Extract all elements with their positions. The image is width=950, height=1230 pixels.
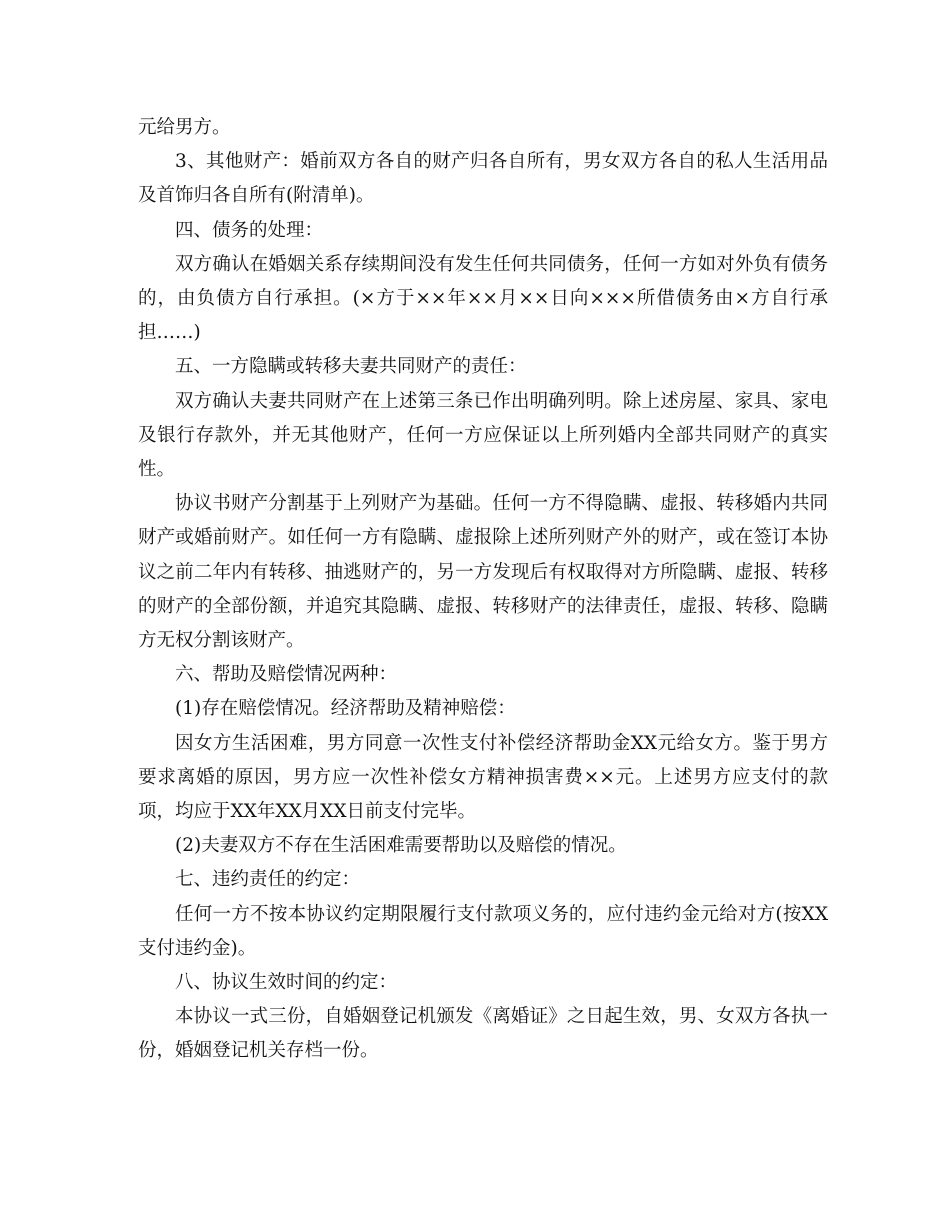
document-body (138, 111, 828, 1069)
subheading-no-compensation: (2)夫妻双方不存在生活困难需要帮助以及赔偿的情况。 (175, 835, 627, 857)
paragraph-continuation: 元给男方。 (138, 117, 231, 138)
paragraph-property-division-basis: 协议书财产分割基于上列财产为基础。任何一方不得隐瞒、虚报、转移婚内共同财产或婚前财产。如任何一方有隐瞒、虚报除上述所列财产外的财产，或在签订本协议之前二年内有转移、抽逃财产的，另一方发现后有权取得对方所隐瞒、虚报、转移的财产的全部份额，并追究其隐瞒、虚报、转移财产的法律责任，虚报、转移、隐瞒方无权分割该财产。 (138, 493, 828, 652)
heading-effective-date: 八、协议生效时间的约定： (175, 972, 398, 994)
heading-breach-liability: 七、违约责任的约定： (175, 869, 361, 891)
paragraph-debt-confirmation: 双方确认在婚姻关系存续期间没有发生任何共同债务，任何一方如对外负有债务的，由负债方自行承担。(×方于××年××月××日向×××所借债务由×方自行承担……) (138, 253, 828, 344)
paragraph-effective-date-details: 本协议一式三份，自婚姻登记机颁发《离婚证》之日起生效，男、女双方各执一份，婚姻登记机关存档一份。 (138, 1006, 828, 1062)
heading-assistance-compensation: 六、帮助及赔偿情况两种： (175, 664, 398, 686)
heading-debt-handling: 四、债务的处理： (175, 219, 324, 241)
subheading-compensation-exists: (1)存在赔偿情况。经济帮助及精神赔偿： (175, 698, 516, 720)
paragraph-other-property: 3、其他财产：婚前双方各自的财产归各自所有，男女双方各自的私人生活用品及首饰归各自所有(附清单)。 (138, 151, 828, 207)
heading-concealment-liability: 五、一方隐瞒或转移夫妻共同财产的责任： (175, 356, 527, 378)
paragraph-joint-property-confirmation: 双方确认夫妻共同财产在上述第三条已作出明确列明。除上述房屋、家具、家电及银行存款外，并无其他财产，任何一方应保证以上所列婚内全部共同财产的真实性。 (138, 390, 828, 481)
paragraph-compensation-details: 因女方生活困难，男方同意一次性支付补偿经济帮助金XX元给女方。鉴于男方要求离婚的原因，男方应一次性补偿女方精神损害费××元。上述男方应支付的款项，均应于XX年XX月XX日前支付完毕。 (138, 732, 828, 823)
paragraph-breach-penalty: 任何一方不按本协议约定期限履行支付款项义务的，应付违约金元给对方(按XX支付违约金)。 (138, 903, 828, 959)
